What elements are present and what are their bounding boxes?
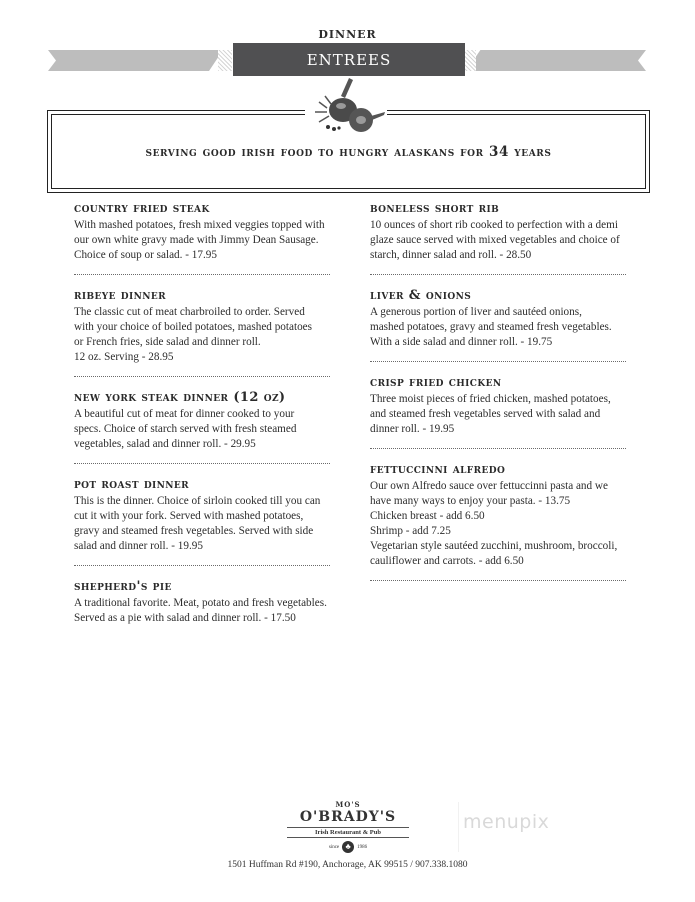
shamrock-icon: ♣ [342,841,354,853]
menu-item-description [74,305,330,365]
menu-item [370,461,626,587]
logo-subtitle: Irish Restaurant & Pub [287,827,409,838]
description-line: vegetables, salad and dinner roll. - 29.95 [74,438,256,450]
description-line: gravy and steamed fresh vegetables. Served with side [74,525,314,537]
description-line: salad and dinner roll. - 19.95 [74,540,203,552]
description-line: or French fries, side salad and dinner roll. [74,336,261,348]
restaurant-address: 1501 Huffman Rd #190, Anchorage, AK 99515 / 907.338.1080 [227,860,468,870]
dotted-divider [370,435,626,449]
menu-item-description [74,407,330,452]
description-line: 12 oz. Serving - 28.95 [74,351,174,363]
restaurant-logo [283,800,413,853]
menu-item-description [74,218,330,263]
since-year: 1986 [357,844,368,850]
menu-item-description [370,218,626,263]
menupix-watermark: menupix [458,802,578,852]
dotted-divider [370,567,626,581]
menu-item-name: fettuccinni alfredo [370,462,506,477]
description-line: have many ways to enjoy your pasta. - 13.75 [370,495,571,507]
description-line: cut it with your fork. Served with mashed potatoes, [74,510,304,522]
menu-title: entrees [233,43,465,76]
description-line: Shrimp - add 7.25 [370,525,451,537]
banner-ribbon-right [466,50,646,71]
description-line: our own white gravy made with Jimmy Dean Sausage. [74,234,319,246]
description-line: A beautiful cut of meat for dinner cooked to your [74,408,295,420]
menu-item [74,200,330,281]
description-line: A traditional favorite. Meat, potato and fresh vegetables. [74,597,327,609]
gourds-illustration-icon [305,76,387,138]
menu-item-description [370,392,626,437]
description-line: 10 ounces of short rib cooked to perfection with a demi [370,219,618,231]
dotted-divider [74,552,330,566]
description-line: dinner roll. - 19.95 [370,423,455,435]
description-line: Vegetarian style sautéed zucchini, mushroom, broccoli, [370,540,618,552]
description-line: with your choice of boiled potatoes, mashed potatoes [74,321,312,333]
description-line: Served as a pie with salad and dinner roll. - 17.50 [74,612,296,624]
menu-item-name: new york steak dinner (12 oz) [74,390,286,405]
menu-item-description [74,596,330,626]
banner-hatch-left [218,50,232,71]
description-line: cauliflower and carrots. - add 6.50 [370,555,524,567]
menu-item [74,389,330,470]
description-line: and steamed fresh vegetables served with salad and [370,408,601,420]
menu-column-left [74,200,330,626]
logo-prefix: MO'S [335,800,361,809]
menu-item-name: ribeye dinner [74,288,166,303]
menu-item [370,200,626,281]
menu-item-description [74,494,330,554]
menu-item [74,476,330,572]
description-line: With a side salad and dinner roll. - 19.75 [370,336,553,348]
description-line: With mashed potatoes, fresh mixed veggies topped with [74,219,325,231]
menu-item-name: shepherd's pie [74,579,172,594]
description-line: A generous portion of liver and sautéed onions, [370,306,582,318]
banner-ribbon-left [48,50,223,71]
description-line: specs. Choice of starch served with fresh steamed [74,423,297,435]
description-line: Our own Alfredo sauce over fettuccinni pasta and we [370,480,608,492]
description-line: glaze sauce served with mixed vegetables and choice of [370,234,620,246]
menu-item-name: crisp fried chicken [370,375,502,390]
since-label: since [328,844,340,850]
dotted-divider [74,261,330,275]
menu-item-name: country fried steak [74,201,210,216]
menu-item [370,374,626,455]
tagline: serving good irish food to hungry alaskans for 34 years [145,144,552,160]
menu-item-name: liver & onions [370,288,472,303]
menu-item [74,578,330,626]
description-line: The classic cut of meat charbroiled to order. Served [74,306,305,318]
description-line: Choice of soup or salad. - 17.95 [74,249,217,261]
dotted-divider [74,363,330,377]
description-line: This is the dinner. Choice of sirloin cooked till you can [74,495,321,507]
menu-item [74,287,330,383]
logo-name: O'BRADY'S [299,809,397,825]
menu-item-name: boneless short rib [370,201,500,216]
description-line: Three moist pieces of fried chicken, mashed potatoes, [370,393,611,405]
menu-item [370,287,626,368]
menu-supertitle: dinner [318,24,377,42]
menu-item-name: pot roast dinner [74,477,190,492]
menu-item-description [370,479,626,569]
description-line: Chicken breast - add 6.50 [370,510,485,522]
logo-since [283,841,413,853]
description-line: starch, dinner salad and roll. - 28.50 [370,249,532,261]
menu-column-right [370,200,626,593]
dotted-divider [74,450,330,464]
dotted-divider [370,348,626,362]
menu-item-description [370,305,626,350]
dotted-divider [370,261,626,275]
description-line: mashed potatoes, gravy and steamed fresh vegetables. [370,321,612,333]
